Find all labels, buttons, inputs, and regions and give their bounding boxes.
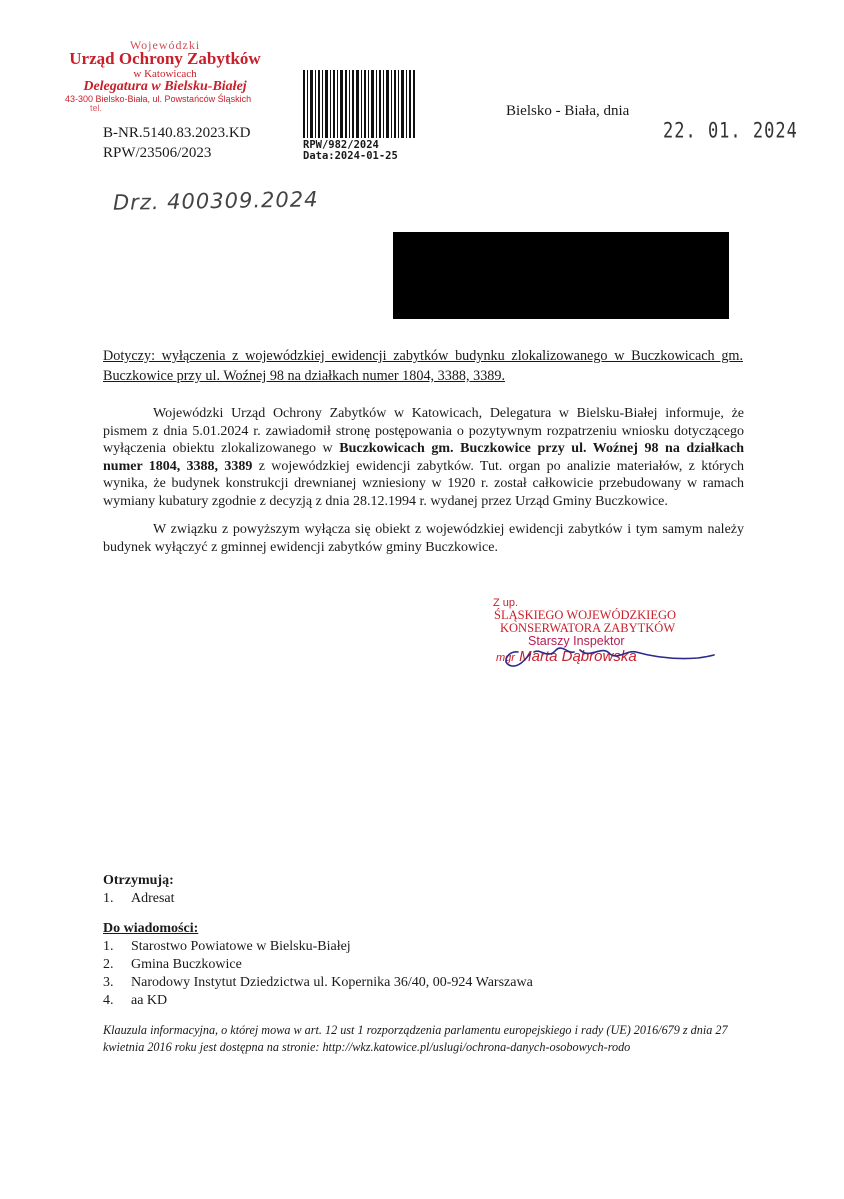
list-item — [103, 992, 533, 1010]
signature-zup: Z up. — [493, 597, 519, 609]
stamp-city: w Katowicach — [133, 68, 197, 80]
handwritten-signature-icon — [490, 630, 720, 672]
rpw-number: RPW/23506/2023 — [103, 145, 212, 161]
stamp-office-name: Urząd Ochrony Zabytków — [69, 49, 261, 68]
signature-name: Marta Dąbrowska — [519, 648, 637, 665]
body-paragraph-1 — [103, 405, 744, 510]
list-number: 4. — [103, 993, 114, 1008]
signature-line-2: KONSERWATORA ZABYTKÓW — [500, 621, 676, 635]
signature-line-1: ŚLĄSKIEGO WOJEWÓDZKIEGO — [494, 608, 677, 622]
date-stamp: 22. 01. 2024 — [663, 118, 798, 144]
list-item — [103, 890, 533, 908]
stamp-address: 43-300 Bielsko-Biała, ul. Powstańców Śląskich — [65, 94, 252, 104]
stamp-top-line: Wojewódzki — [129, 38, 201, 52]
body-paragraph-2 — [103, 521, 744, 556]
cc-heading: Do wiadomości: — [103, 921, 199, 936]
list-number: 1. — [103, 939, 114, 954]
barcode-caption — [303, 140, 398, 162]
stamp-delegation: Delegatura w Bielsku-Białej — [83, 79, 247, 94]
signature-title: mgr — [496, 652, 515, 664]
cc-list — [103, 938, 533, 1010]
paragraph1-part1: Wojewódzki Urząd Ochrony Zabytków w Katowicach, Delegatura w Bielsku-Białej informuje, że pismem z dnia 5.01.2024 r. zawiadomił stronę postępowania o pozytywnym rozpatrzeniu wniosku dotyczącego wyłączenia obiektu zlokalizowanego w — [103, 406, 744, 456]
list-item — [103, 974, 533, 992]
paragraph1-part2: z wojewódzkiej ewidencji zabytków. Tut. organ po analizie materiałów, z których wynika, że budynek konstrukcji drewnianej wzniesiony w 1920 r. został całkowicie przebudowany w ramach wymiany kubatury zgodnie z decyzją z dnia 28.12.1994 r. wydanej przez Urząd Gminy Buczkowice. — [103, 458, 744, 509]
barcode-date: Data:2024-01-25 — [303, 150, 398, 162]
list-item — [103, 938, 533, 956]
list-text: Gmina Buczkowice — [131, 957, 242, 972]
list-text: aa KD — [131, 993, 168, 1008]
recipients-section — [103, 872, 533, 1010]
barcode-id: RPW/982/2024 — [303, 139, 379, 151]
list-number: 1. — [103, 891, 114, 906]
list-text: Adresat — [131, 891, 175, 906]
stamp-tel: tel. — [90, 103, 103, 113]
signature-line-3: Starszy Inspektor — [528, 634, 625, 648]
reference-numbers — [103, 123, 251, 163]
place-label: Bielsko - Biała, dnia — [506, 103, 630, 119]
list-text: Starostwo Powiatowe w Bielsku-Białej — [131, 939, 351, 954]
office-stamp — [60, 40, 270, 113]
list-text: Narodowy Instytut Dziedzictwa ul. Kopernika 36/40, 00-924 Warszawa — [131, 975, 533, 990]
information-clause: Klauzula informacyjna, o której mowa w art. 12 ust 1 rozporządzenia parlamentu europejskiego i rady (UE) 2016/679 z dnia 27 kwietnia 2016 roku jest dostępna na stronie: http://wkz.katowice.pl/uslugi/ochrona-danych-osobowych-rodo — [103, 1023, 728, 1054]
recipients-list — [103, 890, 533, 908]
paragraph1-bold: Buczkowicach gm. Buczkowice przy ul. Woźnej 98 na działkach numer 1804, 3388, 3389 — [103, 441, 744, 474]
paragraph2-text: W związku z powyższym wyłącza się obiekt z wojewódzkiej ewidencji zabytków i tym samym należy budynek wyłączyć z gminnej ewidencji zabytków gminy Buczkowice. — [103, 522, 744, 555]
recipients-heading: Otrzymują: — [103, 873, 174, 888]
subject-line: Dotyczy: wyłączenia z wojewódzkiej ewidencji zabytków budynku zlokalizowanego w Buczkowicach gm. Buczkowice przy ul. Woźnej 98 na działkach numer 1804, 3388, 3389. — [103, 348, 743, 384]
list-number: 2. — [103, 957, 114, 972]
redacted-address-block — [393, 232, 729, 319]
case-number: B-NR.5140.83.2023.KD — [103, 125, 251, 141]
barcode-icon — [303, 70, 415, 138]
handwritten-note: Drz. 400309.2024 — [112, 187, 319, 215]
list-item — [103, 956, 533, 974]
list-number: 3. — [103, 975, 114, 990]
